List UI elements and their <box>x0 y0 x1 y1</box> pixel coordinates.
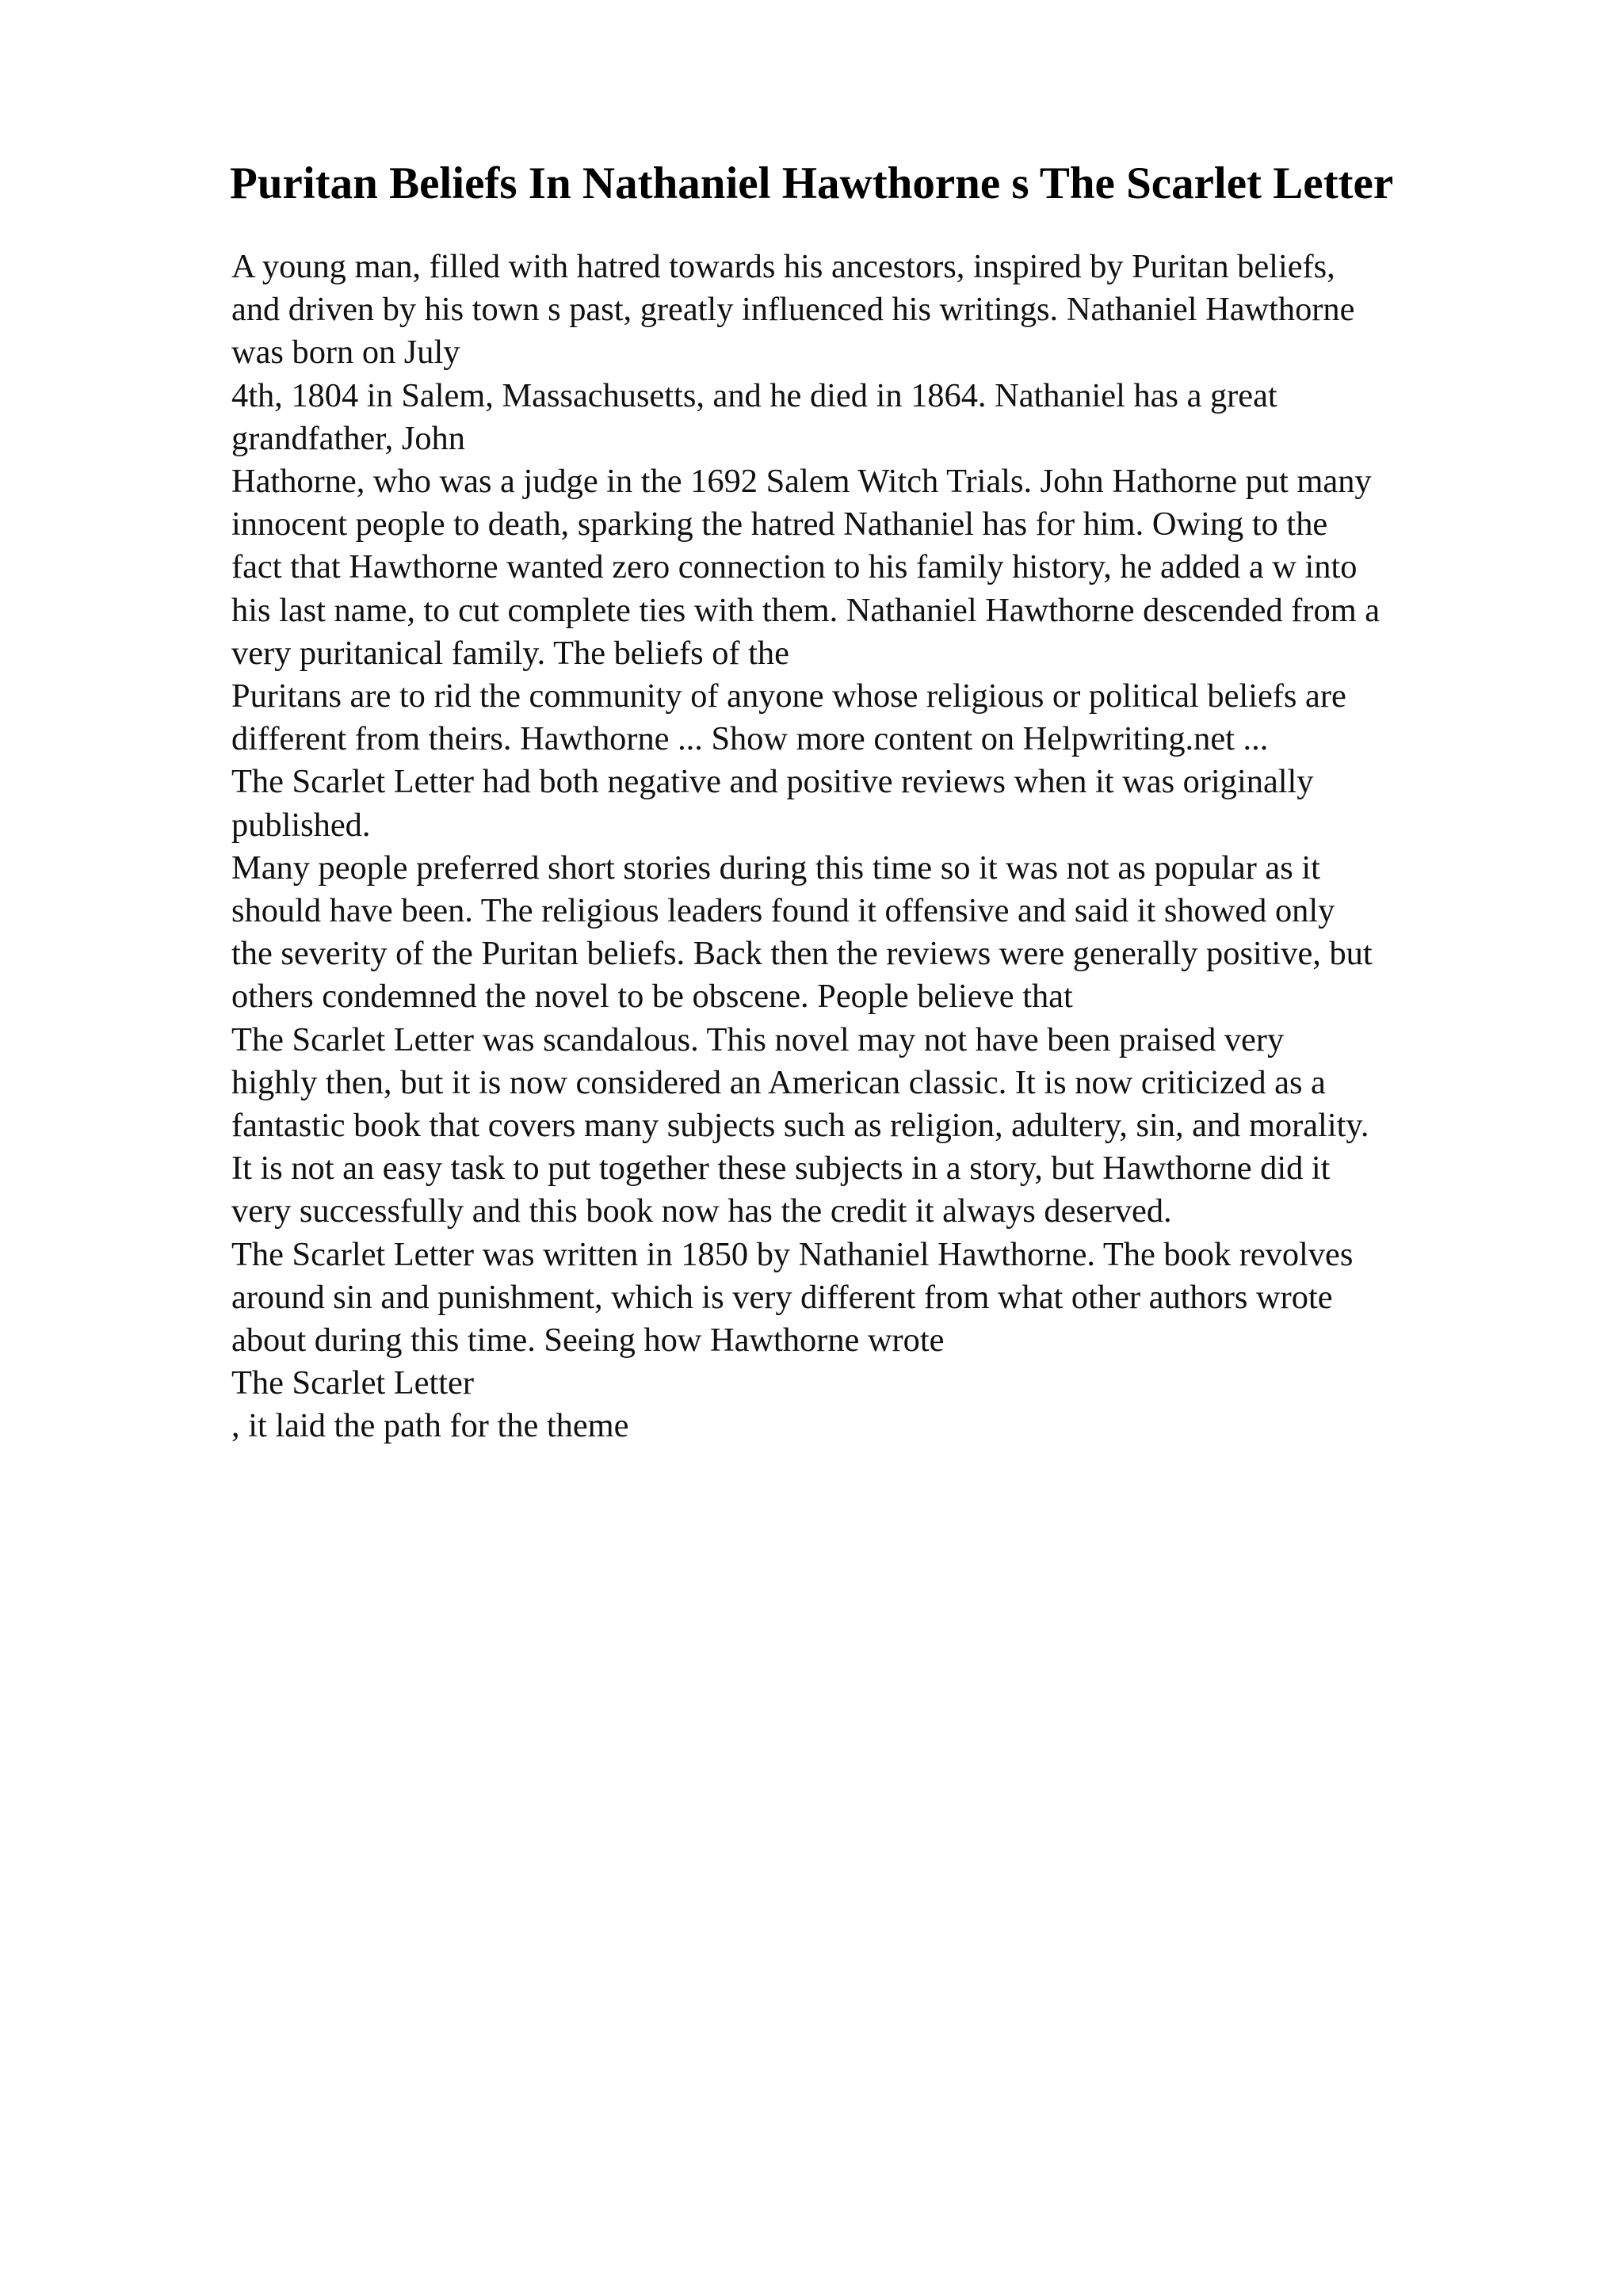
body-line: fantastic book that covers many subjects such as religion, adultery, sin, and morality. <box>231 1107 1369 1145</box>
body-line: It is not an easy task to put together these subjects in a story, but Hawthorne did it <box>231 1150 1331 1188</box>
body-line: grandfather, John <box>231 419 465 457</box>
body-line: 4th, 1804 in Salem, Massachusetts, and he died in 1864. Nathaniel has a great <box>231 376 1277 414</box>
body-line: fact that Hawthorne wanted zero connection to his family history, he added a w into <box>231 548 1358 586</box>
document-body <box>231 246 1594 1448</box>
body-line: was born on July <box>231 334 460 372</box>
document-title: Puritan Beliefs In Nathaniel Hawthorne s The Scarlet Letter <box>230 158 1394 208</box>
body-line: others condemned the novel to be obscene. People believe that <box>231 978 1073 1016</box>
body-line: and driven by his town s past, greatly influenced his writings. Nathaniel Hawthorne <box>231 291 1355 329</box>
body-line: very puritanical family. The beliefs of the <box>231 634 789 672</box>
body-line: should have been. The religious leaders found it offensive and said it showed only <box>231 892 1335 930</box>
body-line: around sin and punishment, which is very different from what other authors wrote <box>231 1278 1333 1316</box>
body-line: The Scarlet Letter had both negative and positive reviews when it was originally <box>231 763 1314 801</box>
body-line: A young man, filled with hatred towards his ancestors, inspired by Puritan beliefs, <box>231 248 1335 285</box>
body-line: , it laid the path for the theme <box>231 1407 629 1445</box>
body-line: his last name, to cut complete ties with them. Nathaniel Hawthorne descended from a <box>231 591 1381 629</box>
body-line: about during this time. Seeing how Hawthorne wrote <box>231 1322 945 1360</box>
body-line: the severity of the Puritan beliefs. Back then the reviews were generally positive, but <box>231 935 1373 973</box>
body-line: published. <box>231 806 371 844</box>
body-line: Puritans are to rid the community of anyone whose religious or political beliefs are <box>231 677 1346 715</box>
body-line: highly then, but it is now considered an American classic. It is now criticized as a <box>231 1063 1326 1101</box>
body-line: Many people preferred short stories during this time so it was not as popular as it <box>231 849 1320 887</box>
body-line: The Scarlet Letter <box>231 1364 474 1402</box>
body-line: very successfully and this book now has the credit it always deserved. <box>231 1192 1172 1230</box>
body-line: The Scarlet Letter was written in 1850 by Nathaniel Hawthorne. The book revolves <box>231 1235 1354 1273</box>
body-line: innocent people to death, sparking the hatred Nathaniel has for him. Owing to the <box>231 505 1328 543</box>
body-line: The Scarlet Letter was scandalous. This novel may not have been praised very <box>231 1020 1285 1058</box>
body-line: Hathorne, who was a judge in the 1692 Salem Witch Trials. John Hathorne put many <box>231 463 1372 501</box>
body-line: different from theirs. Hawthorne ... Show more content on Helpwriting.net ... <box>231 720 1269 758</box>
